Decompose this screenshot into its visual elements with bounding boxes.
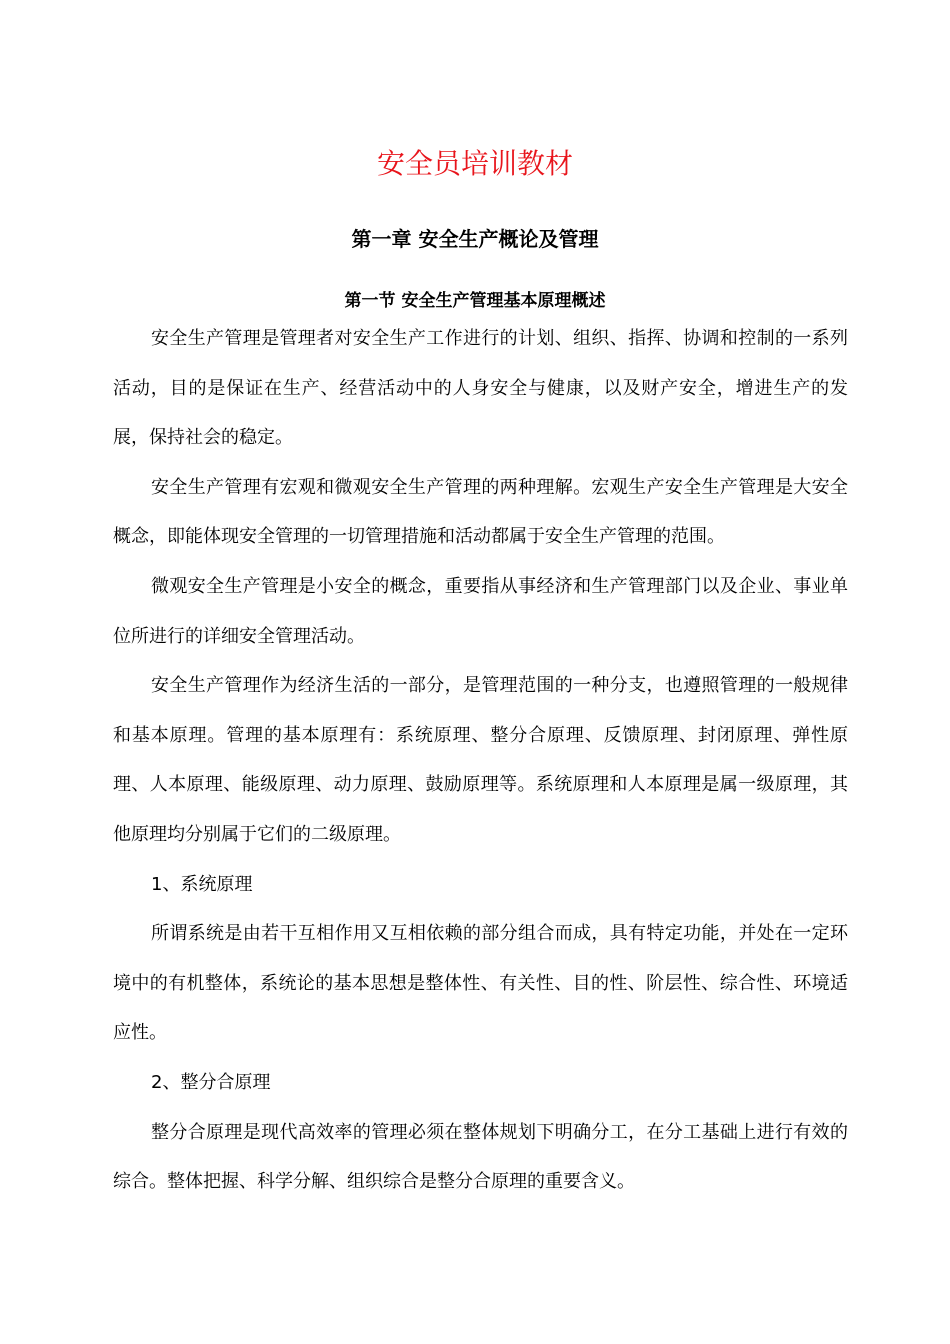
paragraph: 微观安全生产管理是小安全的概念，重要指从事经济和生产管理部门以及企业、事业单位所进行的详细安全管理活动。 [113, 575, 848, 647]
paragraph: 安全生产管理是管理者对安全生产工作进行的计划、组织、指挥、协调和控制的一系列活动，目的是保证在生产、经营活动中的人身安全与健康，以及财产安全，增进生产的发展，保持社会的稳定。 [113, 328, 848, 449]
paragraph: 安全生产管理有宏观和微观安全生产管理的两种理解。宏观生产安全生产管理是大安全概念，即能体现安全管理的一切管理措施和活动都属于安全生产管理的范围。 [113, 476, 848, 548]
principle-heading-system: 1、系统原理 [151, 873, 253, 895]
principle-text-system: 所谓系统是由若干互相作用又互相依赖的部分组合而成，具有特定功能，并处在一定环境中的有机整体，系统论的基本思想是整体性、有关性、目的性、阶层性、综合性、环境适应性。 [113, 923, 848, 1044]
document-title: 安全员培训教材 [376, 147, 573, 180]
principle-heading-integration: 2、整分合原理 [151, 1071, 271, 1093]
principle-text-integration: 整分合原理是现代高效率的管理必须在整体规划下明确分工，在分工基础上进行有效的综合。整体把握、科学分解、组织综合是整分合原理的重要含义。 [113, 1121, 848, 1193]
paragraph: 安全生产管理作为经济生活的一部分，是管理范围的一种分支，也遵照管理的一般规律和基本原理。管理的基本原理有：系统原理、整分合原理、反馈原理、封闭原理、弹性原理、人本原理、能级原理、动力原理、鼓励原理等。系统原理和人本原理是属一级原理，其他原理均分别属于它们的二级原理。 [113, 675, 848, 845]
section-title: 第一节 安全生产管理基本原理概述 [344, 291, 606, 311]
body-text [113, 314, 848, 1207]
chapter-title: 第一章 安全生产概论及管理 [351, 227, 599, 251]
